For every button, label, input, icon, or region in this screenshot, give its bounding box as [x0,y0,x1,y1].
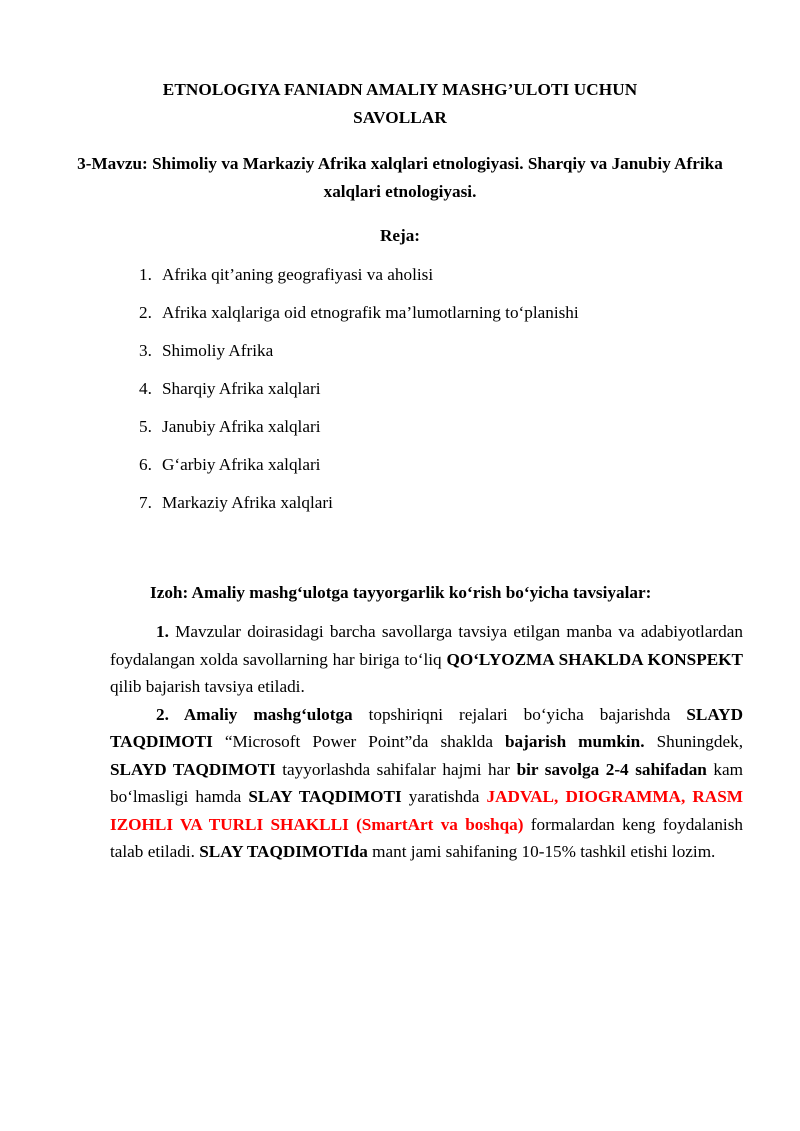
document-subtitle-line-1: 3-Mavzu: Shimoliy va Markaziy Afrika xalqlari etnologiyasi. Sharqiy va [77,154,608,173]
paragraph-2-text-g: formalardan keng foydalanish talab etiladi. [110,814,743,861]
document-title-line-1: ETNOLOGIYA FANIADN AMALIY MASHG’ULOTI UCHUN [162,80,638,99]
document-title-line-2: SAVOLLAR [353,108,447,127]
paragraph-1-number: 1. [156,622,169,641]
list-item [0,492,800,514]
paragraph-2-red-emphasis: JADVAL, DIOGRAMMA, RASM IZOHLI VA TURLI SHAKLLI (SmartArt va boshqa) [110,787,743,834]
document-subtitle [0,150,800,206]
paragraph-2-text-h: mant jami sahifaning 10-15% tashkil etishi lozim. [367,842,716,861]
plan-item-label: Sharqiy Afrika xalqlari [162,379,321,398]
top-spacer [0,0,800,76]
plan-item-label: Afrika qit’aning geografiyasi va aholisi [162,265,434,284]
paragraph-1 [0,618,800,701]
list-izoh-gap [0,530,800,582]
plan-item-label: Markaziy Afrika xalqlari [162,493,333,512]
plan-item-label: Janubiy Afrika xalqlari [162,417,321,436]
plan-heading: Reja: [379,226,421,245]
izoh-body-gap [0,604,800,618]
plan-list [0,264,800,514]
list-item [0,378,800,400]
plan-item-label: Shimoliy Afrika [162,341,274,360]
paragraph-2-bold-a: SLAYD TAQDIMOTI [110,704,743,751]
paragraph-2-text-a: topshiriqni rejalari boʻyicha bajarishda [352,704,687,724]
izoh-heading: Izoh: Amaliy mashgʻulotga tayyorgarlik koʻrish boʻyicha tavsiyalar: [150,583,652,602]
list-item [0,416,800,438]
document-subtitle-line-2: Janubiy Afrika xalqlari etnologiyasi. [323,154,723,201]
paragraph-2-text-d: tayyorlashda sahifalar hajmi har [275,759,517,779]
paragraph-2-bold-d: bir savolga 2-4 sahifadan [516,759,707,779]
paragraph-2-bold-c: SLAYD TAQDIMOTI [110,759,276,779]
paragraph-2-text-c: Shuningdek, [644,732,743,751]
paragraph-1-text-b: qilib bajarish tavsiya etiladi. [110,677,305,696]
title-subtitle-gap [0,132,800,150]
list-item [0,454,800,476]
paragraph-2-bold-e: SLAY TAQDIMOTI [248,787,402,806]
list-item [0,302,800,324]
paragraph-1-bold-a: QOʻLYOZMA SHAKLDA KONSPEKT [446,649,743,669]
paragraph-1-text-a: Mavzular doirasidagi barcha savollarga tavsiya etilgan manba va adabiyotlardan foydalangan xolda savollarning har biriga toʻliq [110,622,743,669]
paragraph-2-text-f: yaratishda [401,787,487,806]
document-title [0,76,800,132]
paragraph-2-number: 2. Amaliy mashgʻulotga [156,704,353,724]
reja-list-gap [0,250,800,264]
list-item [0,264,800,286]
paragraph-2 [0,701,800,866]
subtitle-reja-gap [0,206,800,222]
paragraph-2-text-e: kam boʻlmasligi hamda [110,759,743,806]
plan-item-label: Afrika xalqlariga oid etnografik ma’lumotlarning toʻplanishi [162,303,579,322]
list-item [0,340,800,362]
paragraph-2-text-b: “Microsoft Power Point”da shaklda [212,732,505,751]
plan-item-label: Gʻarbiy Afrika xalqlari [162,455,321,474]
paragraph-2-bold-f: SLAY TAQDIMOTIda [199,842,368,861]
paragraph-2-bold-b: bajarish mumkin. [505,732,645,751]
